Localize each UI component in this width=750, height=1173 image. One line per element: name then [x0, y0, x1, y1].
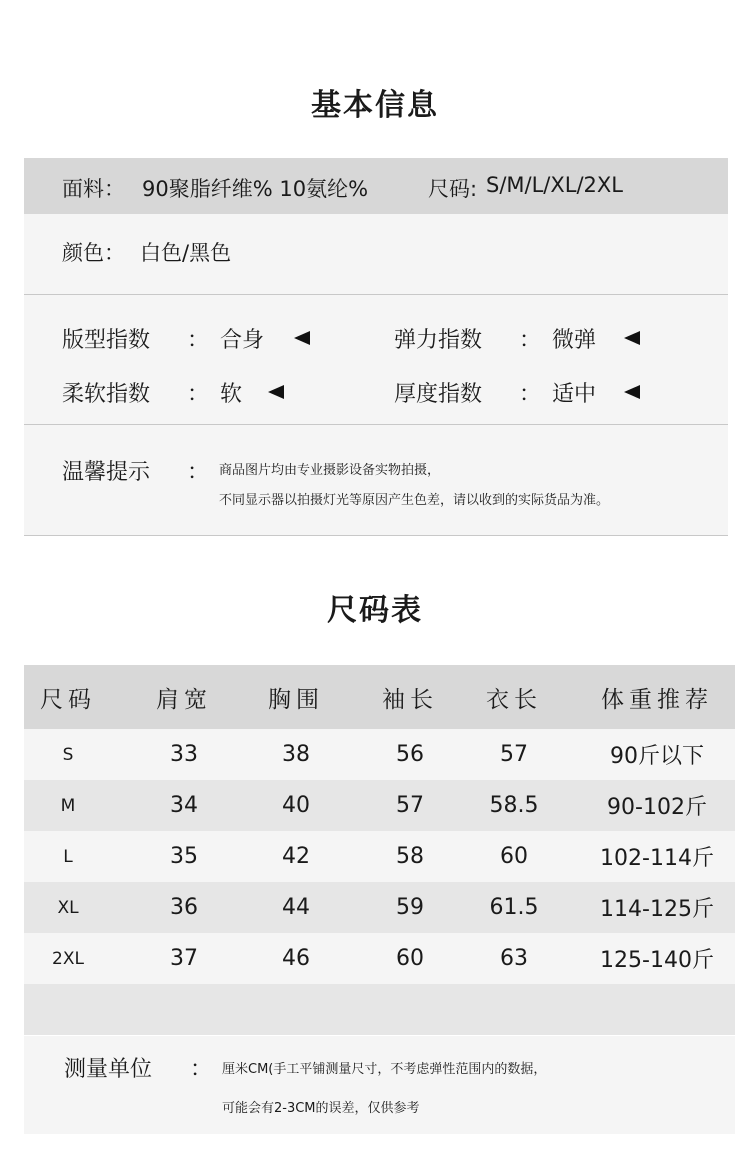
header-length: 衣长 [486, 686, 542, 713]
tip-block [24, 425, 728, 535]
size-cell: XL [57, 897, 79, 918]
size-cell: S [62, 744, 74, 765]
pointer-icon [624, 385, 640, 399]
table-row [24, 831, 735, 882]
tip-colon: ： [187, 460, 210, 485]
color-row [24, 214, 728, 294]
size-chart-title: 尺码表 [327, 593, 423, 628]
table-row [24, 933, 735, 984]
fabric-value: 90聚脂纤维% 10氨纶% [142, 177, 369, 201]
size-cell: M [60, 795, 76, 816]
shoulder-cell: 36 [170, 895, 198, 920]
pointer-icon [268, 385, 284, 399]
tip-label: 温馨提示 [62, 460, 151, 485]
chest-cell: 46 [282, 946, 310, 971]
size-label: 尺码: [428, 177, 478, 201]
thickness-index-colon: ： [519, 382, 542, 407]
header-sleeve: 袖长 [382, 686, 438, 713]
weight-cell: 90-102斤 [607, 795, 707, 820]
length-cell: 61.5 [489, 895, 539, 920]
shoulder-cell: 33 [170, 742, 198, 767]
table-row [24, 780, 735, 831]
measurement-note [24, 1036, 735, 1134]
thickness-index-value: 适中 [552, 382, 597, 407]
fabric-label: 面料： [62, 177, 125, 201]
stretch-index-colon: ： [519, 328, 542, 353]
divider [24, 535, 728, 536]
tip-line-1: 商品图片均由专业摄影设备实物拍摄， [219, 463, 441, 478]
softness-index-colon: ： [187, 382, 210, 407]
weight-cell: 90斤以下 [610, 744, 704, 769]
header-size: 尺码 [40, 686, 96, 713]
size-value: S/M/L/XL/2XL [486, 173, 623, 197]
chest-cell: 44 [282, 895, 310, 920]
length-cell: 60 [500, 844, 528, 869]
sleeve-cell: 56 [396, 742, 424, 767]
measure-colon: ： [190, 1057, 213, 1082]
softness-index-value: 软 [220, 382, 243, 407]
chest-cell: 42 [282, 844, 310, 869]
fit-index-value: 合身 [220, 328, 265, 353]
tip-line-2: 不同显示器以拍摄灯光等原因产生色差，请以收到的实际货品为准。 [219, 493, 610, 508]
table-row [24, 729, 735, 780]
blank-row [24, 984, 735, 1035]
fabric-size-row [24, 158, 728, 214]
shoulder-cell: 37 [170, 946, 198, 971]
length-cell: 63 [500, 946, 528, 971]
sleeve-cell: 59 [396, 895, 424, 920]
length-cell: 58.5 [489, 793, 539, 818]
chest-cell: 40 [282, 793, 310, 818]
measure-line-1: 厘米CM(手工平铺测量尺寸，不考虑弹性范围内的数据， [222, 1062, 547, 1077]
weight-cell: 114-125斤 [600, 897, 714, 922]
thickness-index-label: 厚度指数 [394, 382, 483, 407]
basic-info-title: 基本信息 [311, 88, 439, 123]
pointer-icon [294, 331, 310, 345]
measure-label: 测量单位 [64, 1057, 153, 1082]
color-label: 颜色： [62, 241, 125, 265]
size-cell: 2XL [52, 948, 84, 969]
header-chest: 胸围 [268, 686, 324, 713]
weight-cell: 102-114斤 [600, 846, 714, 871]
chest-cell: 38 [282, 742, 310, 767]
length-cell: 57 [500, 742, 528, 767]
index-block [24, 295, 728, 424]
pointer-icon [624, 331, 640, 345]
sleeve-cell: 57 [396, 793, 424, 818]
shoulder-cell: 34 [170, 793, 198, 818]
header-shoulder: 肩宽 [156, 686, 212, 713]
measure-line-2: 可能会有2-3CM的误差，仅供参考 [222, 1101, 420, 1116]
shoulder-cell: 35 [170, 844, 198, 869]
fit-index-label: 版型指数 [62, 328, 151, 353]
size-cell: L [63, 846, 73, 867]
table-row [24, 882, 735, 933]
header-weight: 体重推荐 [601, 686, 713, 713]
sleeve-cell: 58 [396, 844, 424, 869]
table-header-row [24, 665, 735, 729]
stretch-index-value: 微弹 [552, 328, 597, 353]
color-value: 白色/黑色 [140, 241, 232, 265]
weight-cell: 125-140斤 [600, 948, 714, 973]
sleeve-cell: 60 [396, 946, 424, 971]
size-table [24, 665, 735, 1035]
fit-index-colon: ： [187, 328, 210, 353]
stretch-index-label: 弹力指数 [394, 328, 483, 353]
softness-index-label: 柔软指数 [62, 382, 151, 407]
